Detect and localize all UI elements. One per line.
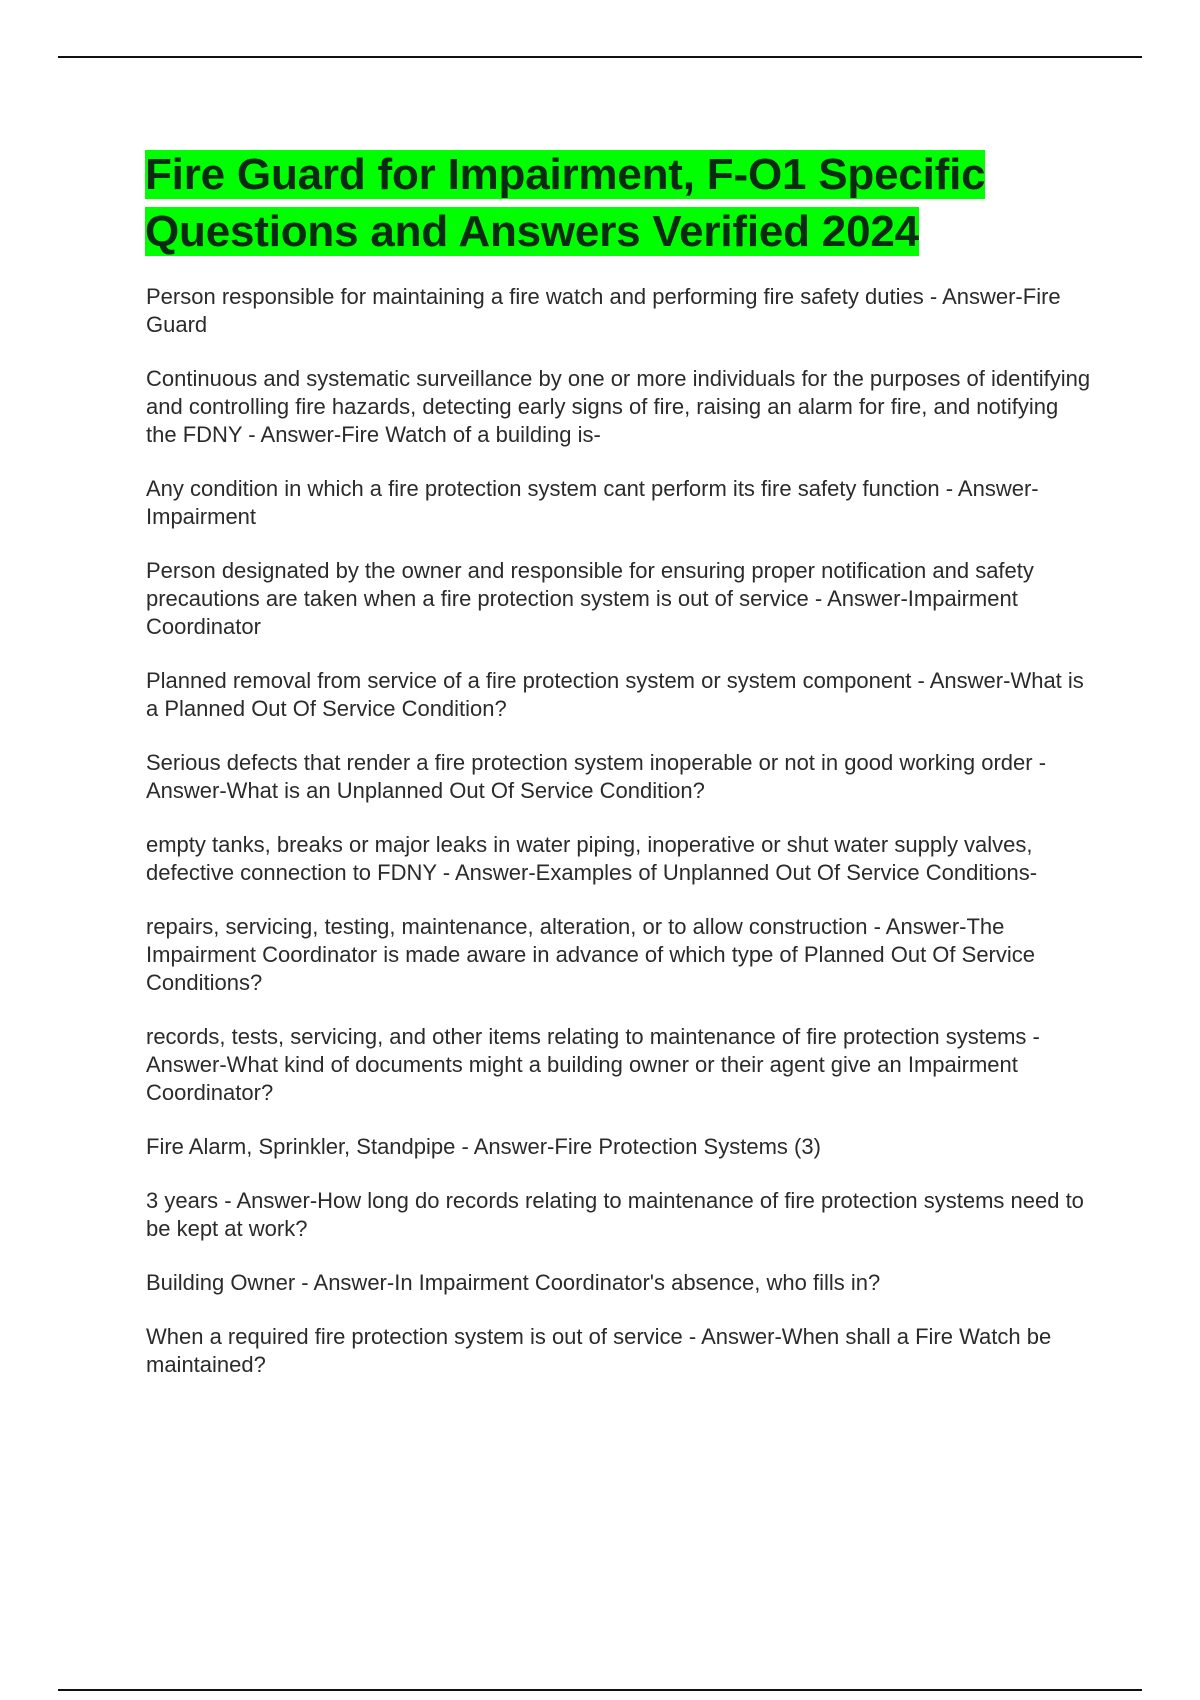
qa-item: 3 years - Answer-How long do records relating to maintenance of fire protection systems need to be kept at work? [146,1188,1084,1241]
qa-item: Person designated by the owner and responsible for ensuring proper notification and safety precautions are taken when a fire protection system is out of service - Answer-Impairment Coordinator [146,558,1034,639]
qa-item: Serious defects that render a fire protection system inoperable or not in good working order - Answer-What is an Unplanned Out Of Service Condition? [146,750,1047,803]
qa-list [146,283,1091,1405]
qa-item: repairs, servicing, testing, maintenance, alteration, or to allow construction - Answer-The Impairment Coordinator is made aware in advance of which type of Planned Out Of Service Conditions? [146,914,1036,995]
qa-item: Planned removal from service of a fire protection system or system component - Answer-What is a Planned Out Of Service Condition? [146,668,1084,721]
qa-item: When a required fire protection system is out of service - Answer-When shall a Fire Watch be maintained? [146,1324,1052,1377]
header-rule [58,56,1142,58]
qa-item: Fire Alarm, Sprinkler, Standpipe - Answer-Fire Protection Systems (3) [146,1134,821,1159]
qa-item: Person responsible for maintaining a fire watch and performing fire safety duties - Answer-Fire Guard [146,284,1061,337]
qa-item: Building Owner - Answer-In Impairment Coordinator's absence, who fills in? [146,1270,881,1295]
footer-rule [58,1689,1142,1691]
qa-item: records, tests, servicing, and other items relating to maintenance of fire protection systems - Answer-What kind of documents might a building owner or their agent give an Impairment Coordinator? [146,1024,1040,1105]
page-title: Fire Guard for Impairment, F-O1 Specific Questions and Answers Verified 2024 [145,150,986,256]
title-block [145,146,1090,260]
qa-item: Any condition in which a fire protection system cant perform its fire safety function - Answer-Impairment [146,476,1039,529]
qa-item: Continuous and systematic surveillance by one or more individuals for the purposes of identifying and controlling fire hazards, detecting early signs of fire, raising an alarm for fire, and notifying the FDNY - Answer-Fire Watch of a building is- [146,366,1091,447]
qa-item: empty tanks, breaks or major leaks in water piping, inoperative or shut water supply valves, defective connection to FDNY - Answer-Examples of Unplanned Out Of Service Conditions- [146,832,1038,885]
